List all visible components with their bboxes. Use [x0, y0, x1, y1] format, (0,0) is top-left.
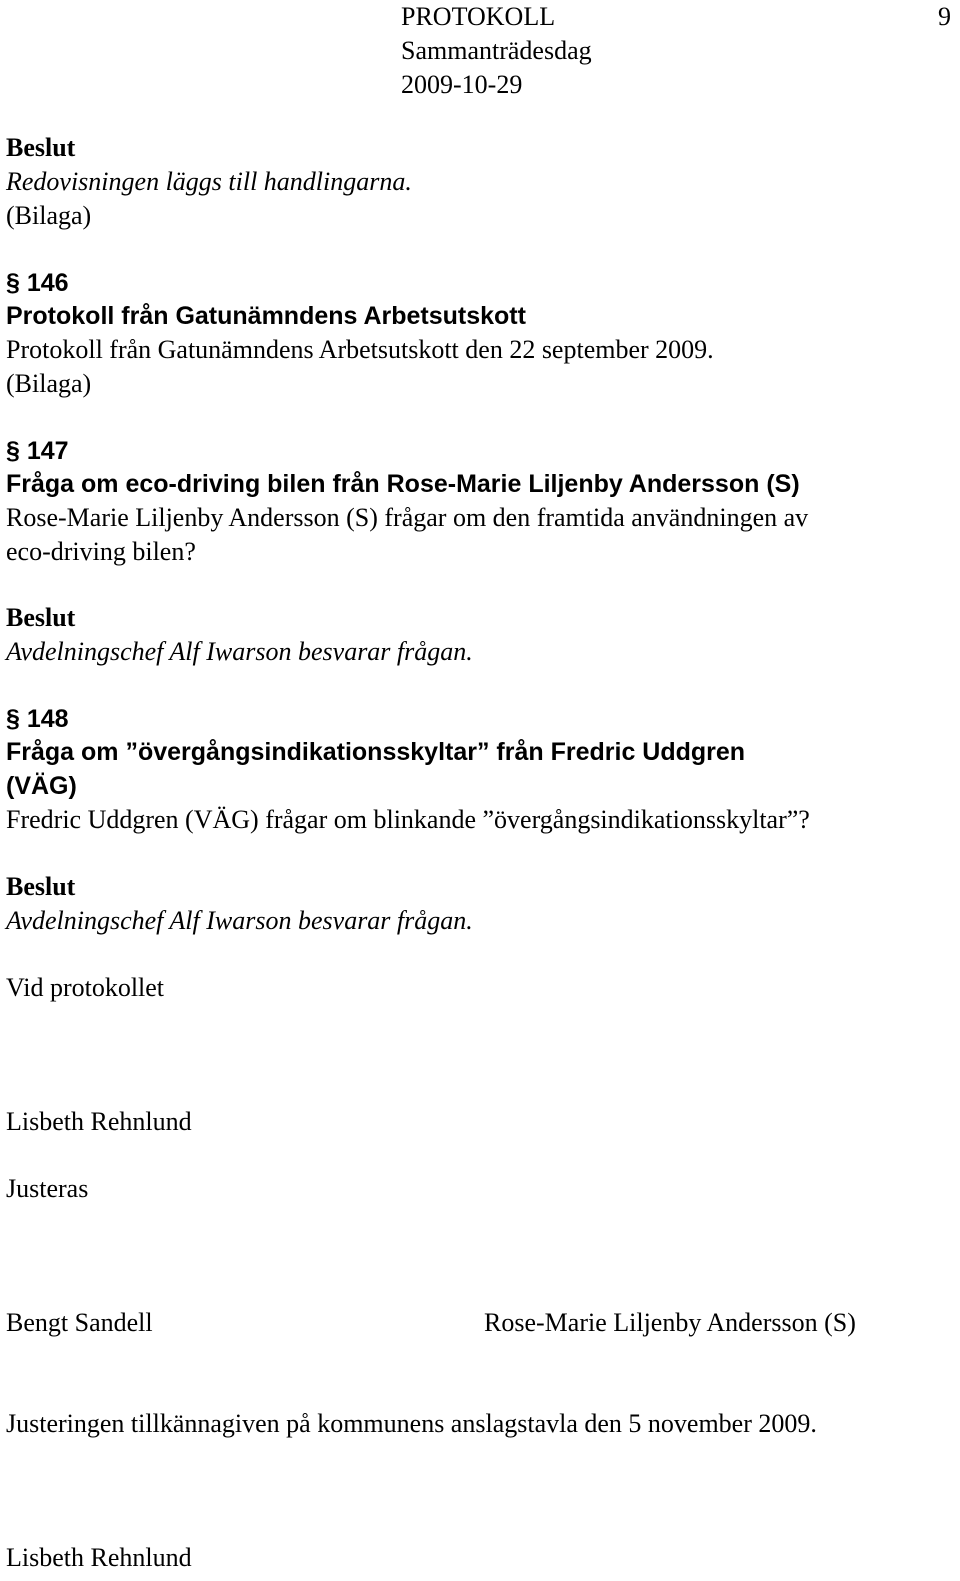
section-number-148: § 148	[6, 705, 69, 733]
meeting-type: Sammanträdesdag	[401, 36, 592, 65]
section-body-148: Fredric Uddgren (VÄG) frågar om blinkande ”övergångsindikationsskyltar”?	[6, 805, 810, 834]
document-header	[401, 0, 592, 102]
chair-name: Bengt Sandell	[6, 1308, 153, 1337]
section-title-148-line2: (VÄG)	[6, 772, 77, 800]
section-title-148-line1: Fråga om ”övergångsindikationsskyltar” från Fredric Uddgren	[6, 738, 746, 766]
decision-label: Beslut	[6, 133, 76, 162]
attachment-note: (Bilaga)	[6, 201, 92, 230]
section-number-147: § 147	[6, 437, 69, 465]
section-body-147-line1: Rose-Marie Liljenby Andersson (S) frågar om den framtida användningen av	[6, 503, 809, 532]
decision-label: Beslut	[6, 603, 76, 632]
section-title-146: Protokoll från Gatunämndens Arbetsutskott	[6, 302, 526, 330]
attachment-note: (Bilaga)	[6, 369, 92, 398]
section-title-147: Fråga om eco-driving bilen från Rose-Marie Liljenby Andersson (S)	[6, 470, 800, 498]
section-body-147-line2: eco-driving bilen?	[6, 537, 196, 566]
adjusted-label: Justeras	[6, 1174, 89, 1203]
document-title: PROTOKOLL	[401, 2, 556, 31]
decision-text: Avdelningschef Alf Iwarson besvarar frågan.	[6, 637, 473, 666]
decision-text: Redovisningen läggs till handlingarna.	[6, 167, 412, 196]
announced-by-name: Lisbeth Rehnlund	[6, 1543, 192, 1572]
recorded-by-label: Vid protokollet	[6, 973, 165, 1002]
decision-text: Avdelningschef Alf Iwarson besvarar frågan.	[6, 906, 473, 935]
meeting-date: 2009-10-29	[401, 70, 523, 99]
announcement-text: Justeringen tillkännagiven på kommunens anslagstavla den 5 november 2009.	[6, 1409, 817, 1438]
section-number-146: § 146	[6, 269, 69, 297]
adjuster-name: Rose-Marie Liljenby Andersson (S)	[484, 1308, 856, 1337]
decision-label: Beslut	[6, 872, 76, 901]
secretary-name: Lisbeth Rehnlund	[6, 1107, 192, 1136]
section-body-146: Protokoll från Gatunämndens Arbetsutskott den 22 september 2009.	[6, 335, 714, 364]
page-number: 9	[938, 2, 951, 31]
